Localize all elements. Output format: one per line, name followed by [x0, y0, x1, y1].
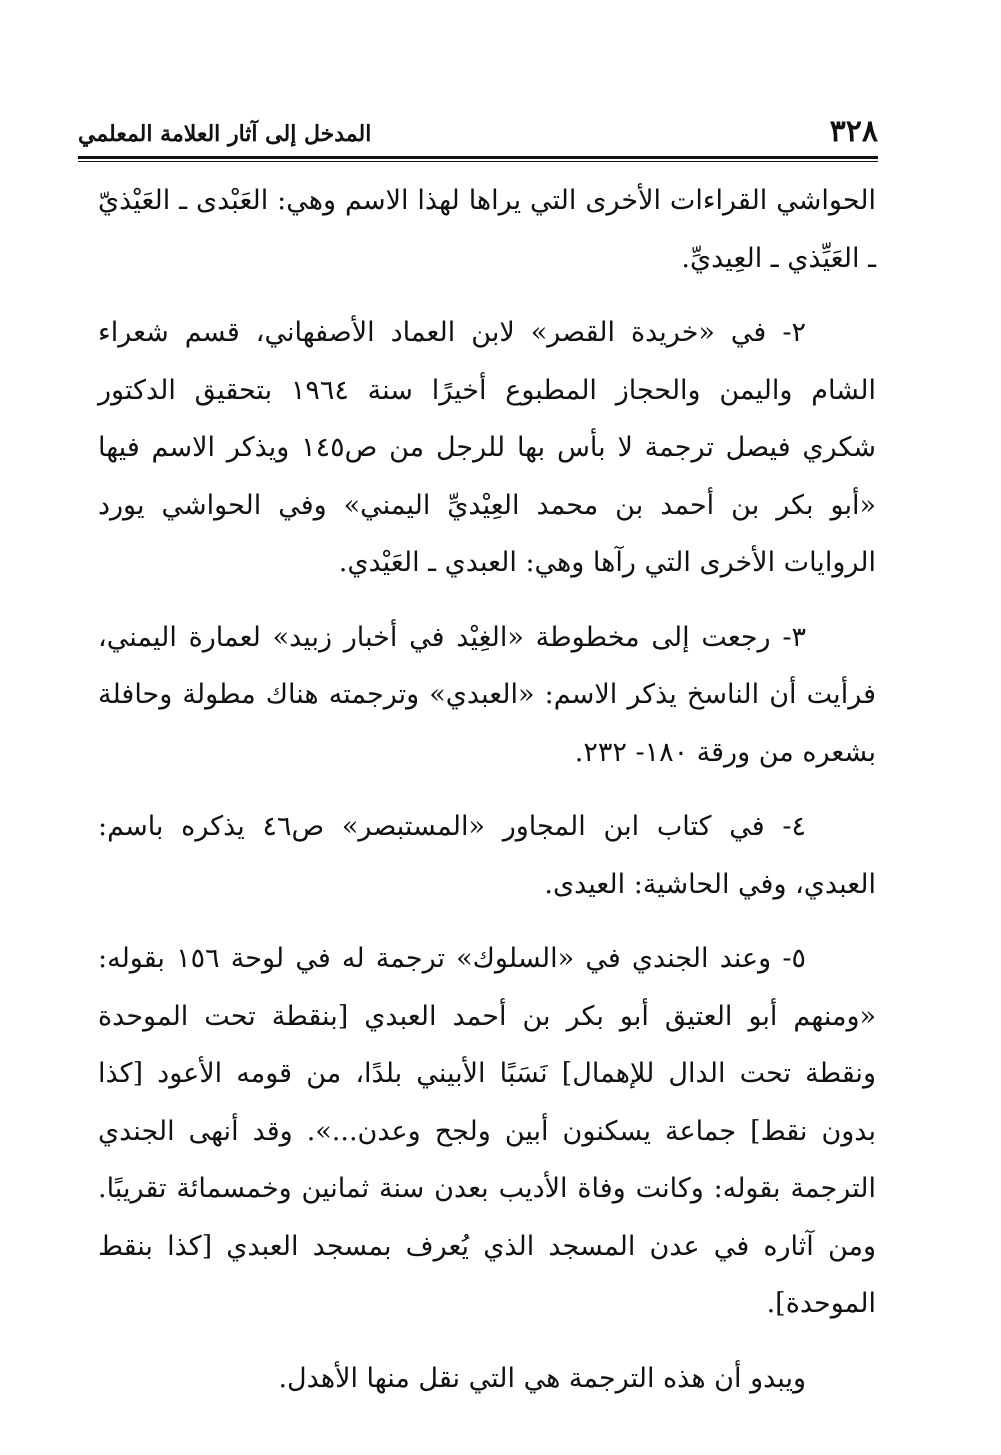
running-title: المدخل إلى آثار العلامة المعلمي — [78, 121, 372, 147]
paragraph-item-4: ٤- في كتاب ابن المجاور «المستبصر» ص٤٦ يذكره باسم: العبدي، وفي الحاشية: العيدى. — [98, 811, 876, 900]
paragraph-item-2: ٢- في «خريدة القصر» لابن العماد الأصفهاني، قسم شعراء الشام واليمن والحجاز المطبوع أخيرًا سنة ١٩٦٤ بتحقيق الدكتور شكري فيصل ترجمة لا بأس بها للرجل من ص١٤٥ ويذكر الاسم فيها «أبو بكر بن أحمد بن محمد العِيْديِّ اليمني» وفي الحواشي يورد الروايات الأخرى التي رآها وهي: العبدي ـ العَيْدي. — [98, 317, 876, 578]
page-header — [78, 112, 878, 156]
paragraph-conclusion: ويبدو أن هذه الترجمة هي التي نقل منها الأهدل. — [278, 1362, 806, 1394]
paragraph-continuation: الحواشي القراءات الأخرى التي يراها لهذا الاسم وهي: العَبْدى ـ العَيْذيّ ـ العَيِّذي ـ العِيديِّ. — [98, 185, 876, 274]
body-text — [98, 172, 876, 1407]
paragraph-item-5: ٥- وعند الجندي في «السلوك» ترجمة له في لوحة ١٥٦ بقوله: «ومنهم أبو العتيق أبو بكر بن أحمد العبدي [بنقطة تحت الموحدة ونقطة تحت الدال للإهمال] نَسَبًا الأبيني بلدًا، من قومه الأعود [كذا بدون نقط] جماعة يسكنون أبين ولجح وعدن...». وقد أنهى الجندي الترجمة بقوله: وكانت وفاة الأديب بعدن سنة ثمانين وخمسمائة تقريبًا. ومن آثاره في عدن المسجد الذي يُعرف بمسجد العبدي [كذا بنقط الموحدة]. — [98, 943, 876, 1319]
header-rule-thin — [78, 161, 878, 162]
paragraph-item-3: ٣- رجعت إلى مخطوطة «الغِيْد في أخبار زبيد» لعمارة اليمني، فرأيت أن الناسخ يذكر الاسم: «العبدي» وترجمته هناك مطولة وحافلة بشعره من ورقة ١٨٠- ٢٣٢. — [98, 621, 876, 768]
header-rule-thick — [78, 156, 878, 159]
page-number: ٣٢٨ — [829, 114, 878, 149]
